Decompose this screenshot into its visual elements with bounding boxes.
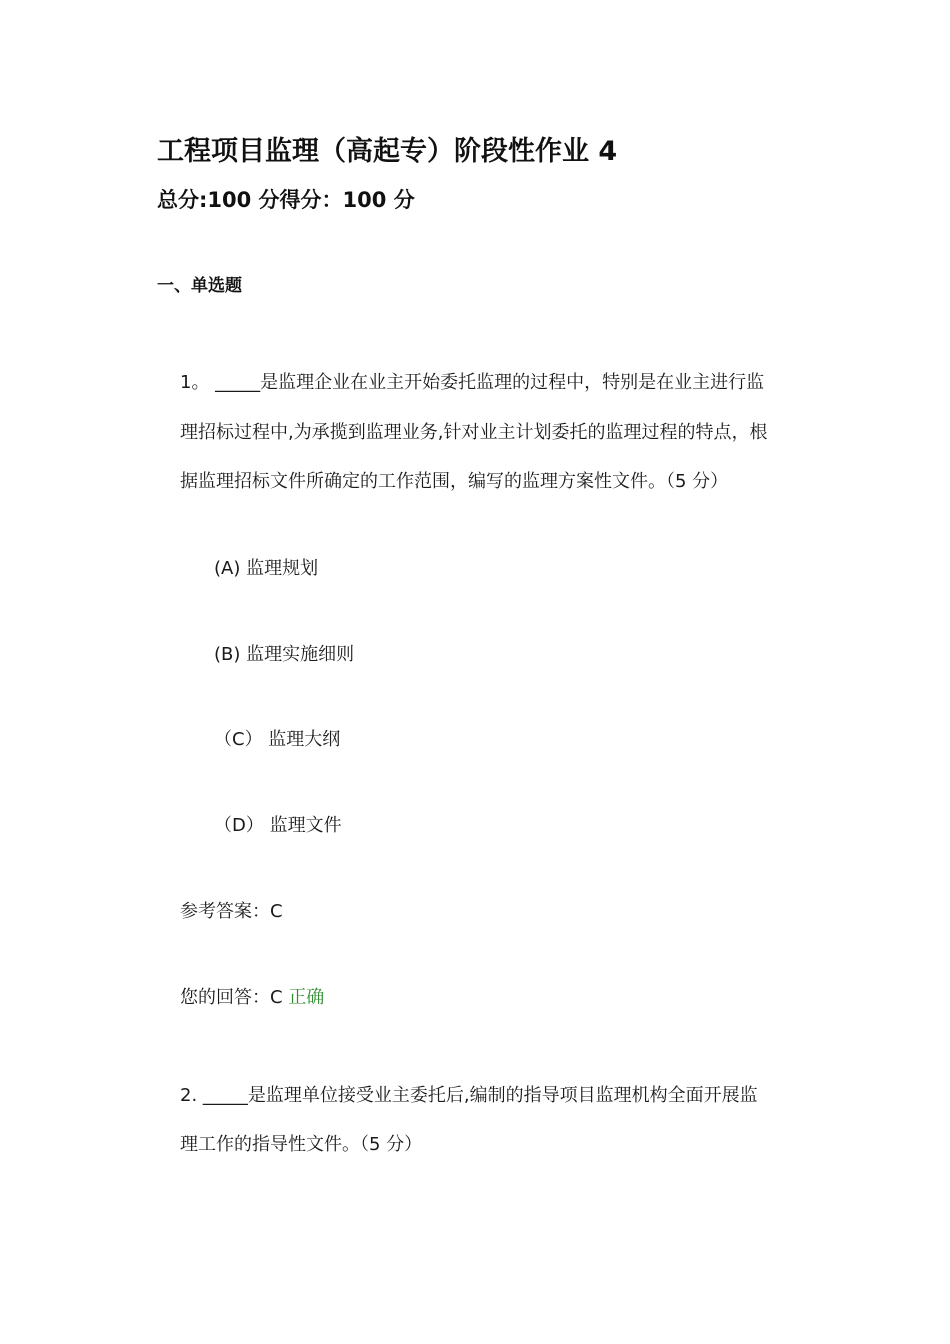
question-1-your-answer: 您的回答：C bbox=[180, 987, 283, 1008]
question-1-your-answer-row bbox=[180, 983, 324, 1013]
question-1-text-line-2: 理招标过程中,为承揽到监理业务,针对业主计划委托的监理过程的特点，根 bbox=[180, 422, 768, 443]
question-1-text-line-1: 1。 _____是监理企业在业主开始委托监理的过程中，特别是在业主进行监 bbox=[180, 372, 765, 393]
question-1-result-badge: 正确 bbox=[288, 987, 325, 1008]
question-1-reference-answer: 参考答案：C bbox=[180, 901, 283, 922]
section-heading: 一、单选题 bbox=[157, 276, 242, 296]
question-1-option-b: (B) 监理实施细则 bbox=[214, 644, 355, 665]
question-2-text-line-1: 2. _____是监理单位接受业主委托后,编制的指导项目监理机构全面开展监 bbox=[180, 1085, 758, 1106]
question-1-text-line-3: 据监理招标文件所确定的工作范围，编写的监理方案性文件。（5 分） bbox=[180, 471, 729, 492]
score-summary: 总分:100 分得分：100 分 bbox=[157, 188, 415, 212]
question-1-option-d: （D） 监理文件 bbox=[214, 815, 342, 836]
question-1-option-c: （C） 监理大纲 bbox=[214, 729, 341, 750]
question-2-text-line-2: 理工作的指导性文件。（5 分） bbox=[180, 1134, 423, 1155]
page-title: 工程项目监理（高起专）阶段性作业 4 bbox=[157, 136, 618, 167]
question-1-option-a: (A) 监理规划 bbox=[214, 558, 319, 579]
